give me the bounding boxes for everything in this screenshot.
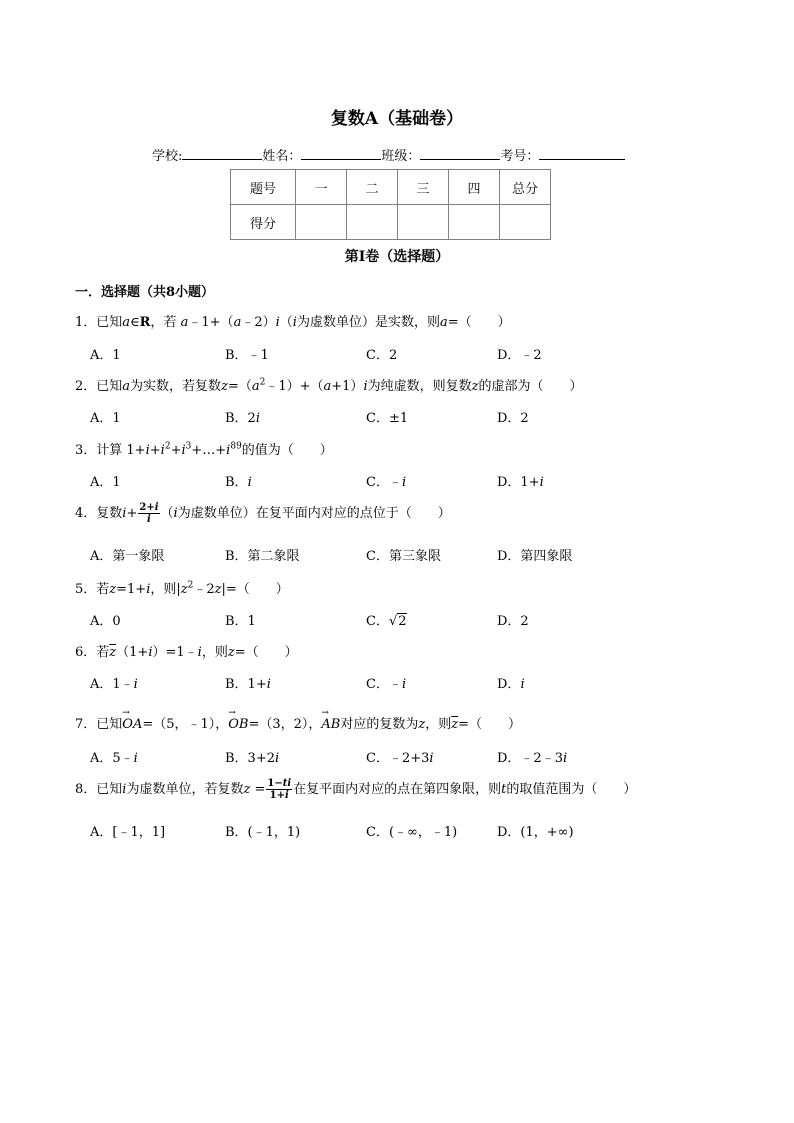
question-1-option-c[interactable]: C．2: [366, 348, 398, 363]
score-header-cell: 二: [347, 170, 398, 205]
question-3-option-d[interactable]: D．1+i: [497, 475, 544, 490]
question-5-option-a[interactable]: A．0: [90, 614, 121, 629]
score-header-cell: 总分: [500, 170, 551, 205]
question-2-option-c[interactable]: C．±1: [366, 411, 409, 426]
question-stem-6: 6．若$\overline{z}(1+i)=1﹣i$，则z=（ ）: [75, 645, 298, 660]
fraction: $\frac{2+i}{i}$: [139, 502, 159, 525]
score-cell[interactable]: [347, 205, 398, 240]
question-5-option-b[interactable]: B．1: [225, 614, 256, 629]
score-table: [230, 169, 551, 240]
score-cell[interactable]: [296, 205, 347, 240]
school-label: 学校:: [152, 149, 183, 164]
question-4-option-b[interactable]: B．第二象限: [225, 549, 300, 564]
fraction: $\frac{1-ti}{1+i}$: [267, 778, 292, 801]
score-header-cell: 四: [449, 170, 500, 205]
question-7-option-c[interactable]: C．﹣2+3i: [366, 751, 434, 766]
exam-no-blank[interactable]: [539, 146, 625, 160]
question-6-option-d[interactable]: D．i: [497, 677, 525, 692]
question-8-option-a[interactable]: A．[﹣1，1]: [90, 825, 166, 840]
question-7-option-a[interactable]: A．5﹣i: [90, 751, 138, 766]
question-stem-2: 2．已知a为实数，若复数$z=(a^2﹣1)+(a+1)i$为纯虚数，则复数z的虚部为（ ）: [75, 377, 583, 394]
score-cell[interactable]: [500, 205, 551, 240]
score-table-header-row: [231, 170, 551, 205]
question-6-option-c[interactable]: C．﹣i: [366, 677, 407, 692]
question-stem-3: 3．计算 $1+i+i^2+i^3+\dots+i^{89}$的值为（ ）: [75, 441, 333, 458]
question-1-option-a[interactable]: A．1: [90, 348, 121, 363]
question-5-option-d[interactable]: D．2: [497, 614, 529, 629]
question-2-option-d[interactable]: D．2: [497, 411, 529, 426]
question-2-option-a[interactable]: A．1: [90, 411, 121, 426]
question-3-option-c[interactable]: C．﹣i: [366, 475, 407, 490]
question-4-option-a[interactable]: A．第一象限: [90, 549, 165, 564]
score-row-label: 得分: [231, 205, 296, 240]
page-title: 复数A（基础卷）: [330, 109, 464, 129]
score-header-cell: 三: [398, 170, 449, 205]
score-header-cell: 题号: [231, 170, 296, 205]
question-stem-1: 1．已知a∈R，若 a﹣1+（a﹣2）i（i为虚数单位）是实数，则a=（ ）: [75, 315, 511, 330]
question-4-option-d[interactable]: D．第四象限: [497, 549, 573, 564]
part-title: 一．选择题（共8小题）: [75, 285, 215, 300]
score-cell[interactable]: [449, 205, 500, 240]
score-header-cell: 一: [296, 170, 347, 205]
question-6-option-b[interactable]: B．1+i: [225, 677, 271, 692]
score-table-score-row: [231, 205, 551, 240]
section-title: 第Ⅰ卷（选择题）: [344, 249, 450, 265]
question-stem-7: 7．已知→ OA=（5，﹣1），→ OB=（3，2），→ AB对应的复数为z，则$\overline{z}=$（ ）: [75, 713, 521, 732]
question-stem-5: 5．若z=1+i，则$|z^2﹣2z|=$（ ）: [75, 580, 289, 597]
question-2-option-b[interactable]: B．2i: [225, 411, 260, 426]
question-4-option-c[interactable]: C．第三象限: [366, 549, 441, 564]
question-1-option-b[interactable]: B．﹣1: [225, 348, 269, 363]
question-6-option-a[interactable]: A．1﹣i: [90, 677, 138, 692]
exam-no-label: 考号：: [500, 149, 540, 164]
score-cell[interactable]: [398, 205, 449, 240]
question-5-option-c[interactable]: C．√2: [366, 614, 407, 629]
question-1-option-d[interactable]: D．﹣2: [497, 348, 542, 363]
question-8-option-b[interactable]: B．(﹣1，1): [225, 825, 301, 840]
class-blank[interactable]: [420, 146, 500, 160]
school-blank[interactable]: [182, 146, 262, 160]
question-8-option-d[interactable]: D．(1，+∞): [497, 825, 574, 840]
student-info-line: [152, 145, 625, 164]
question-stem-8: 8．已知i为虚数单位，若复数z = $\frac{1-ti}{1+i}$ 在复平面内对应的点在第四象限，则t的取值范围为（ ）: [75, 778, 637, 801]
question-7-option-b[interactable]: B．3+2i: [225, 751, 280, 766]
name-label: 姓名：: [262, 149, 302, 164]
question-stem-4: 4．复数i+ $\frac{2+i}{i}$ （i为虚数单位）在复平面内对应的点位于（ ）: [75, 502, 451, 525]
class-label: 班级：: [381, 149, 421, 164]
question-7-option-d[interactable]: D．﹣2﹣3i: [497, 751, 568, 766]
question-8-option-c[interactable]: C．(﹣∞，﹣1): [366, 825, 458, 840]
name-blank[interactable]: [301, 146, 381, 160]
question-3-option-b[interactable]: B．i: [225, 475, 252, 490]
question-3-option-a[interactable]: A．1: [90, 475, 121, 490]
